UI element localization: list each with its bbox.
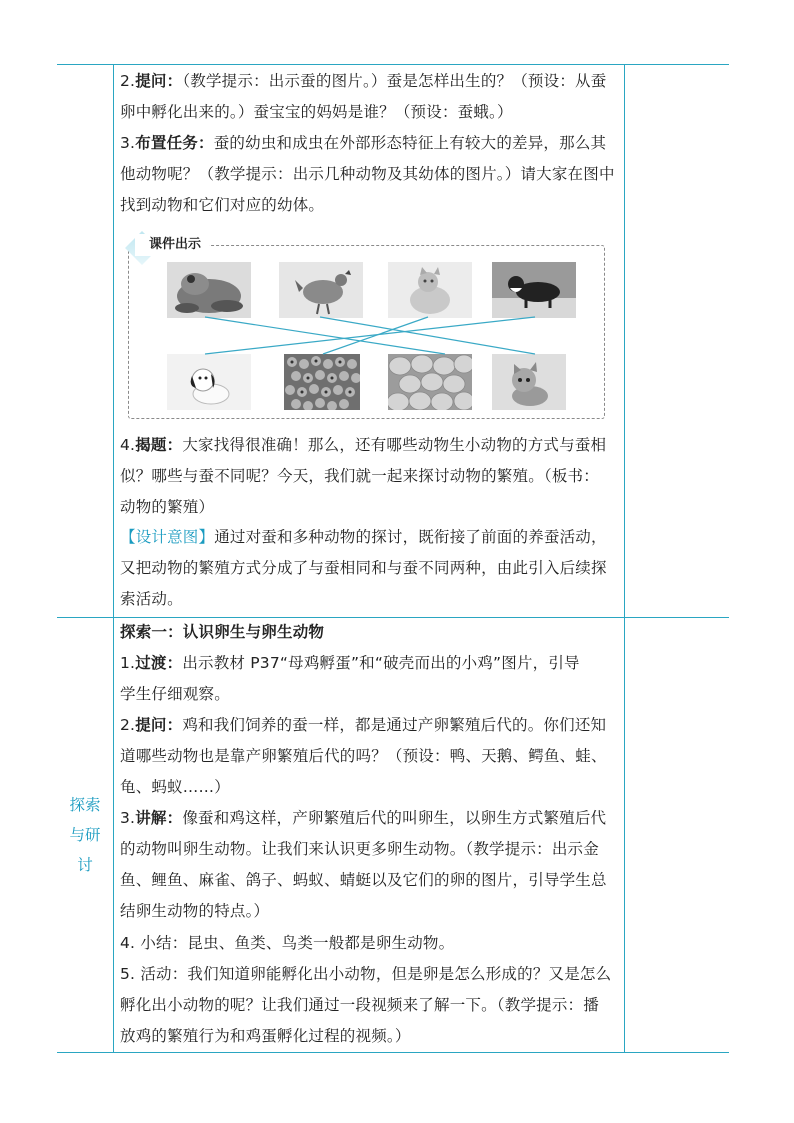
table-top-rule [57,64,729,65]
courseware-label: 课件出示 [135,234,209,256]
explore-ask-line1: 鸡和我们饲养的蚕一样，都是通过产卵繁殖后代的。你们还知 [182,716,607,734]
intro-task-line2: 他动物呢？（教学提示：出示几种动物及其幼体的图片。）请大家在图中 [120,165,615,183]
chicken-eggs-photo [388,354,472,410]
frog-photo [167,262,251,318]
cat-photo [388,262,472,318]
intro-reveal-line1: 大家找得很准确！那么，还有哪些动物生小动物的方式与蚕相 [182,436,607,454]
design-line2: 又把动物的繁殖方式分成了与蚕相同和与蚕不同两种，由此引入后续探 [120,559,607,577]
intro-ask-label: 提问： [135,72,183,90]
explore-transition-num: 1. [120,654,136,672]
intro-reveal-block [120,430,618,523]
explore-heading-text: 探索一：认识卵生与卵生动物 [120,623,325,641]
side-label-line2: 与研 [69,826,101,844]
design-line3: 索活动。 [120,590,183,608]
intro-reveal-line3: 动物的繁殖） [120,498,215,516]
kitten-photo [492,354,576,410]
design-intent-label: 【设计意图】 [120,528,215,546]
explore-activity-block [120,959,618,1052]
frog-eggs-photo [284,354,368,410]
explore-transition-block [120,648,618,710]
intro-reveal-line2: 似？哪些与蚕不同呢？今天，我们就一起来探讨动物的繁殖。（板书： [120,467,599,485]
intro-task-line3: 找到动物和它们对应的幼体。 [120,196,325,214]
intro-ask-num: 2. [120,72,136,90]
explore-explain-line4: 结卵生动物的特点。） [120,902,270,920]
explore-explain-line3: 鱼、鲤鱼、麻雀、鸽子、蚂蚁、蜻蜓以及它们的卵的图片，引导学生总 [120,871,607,889]
explore-activity-line1: 5. 活动：我们知道卵能孵化出小动物，但是卵是怎么形成的？又是怎么 [120,965,612,983]
explore-ask-line3: 龟、蚂蚁……） [120,778,230,796]
explore-ask-label: 提问： [135,716,183,734]
explore-transition-line2: 学生仔细观察。 [120,685,230,703]
explore-side-label [60,790,110,880]
explore-transition-label: 过渡： [135,654,183,672]
intro-task-line1: 蚕的幼虫和成虫在外部形态特征上有较大的差异，那么其 [213,134,607,152]
explore-explain-line2: 的动物叫卵生动物。让我们来认识更多卵生动物。（教学提示：出示金 [120,840,599,858]
intro-ask-block [120,66,618,128]
explore-explain-num: 3. [120,809,136,827]
explore-summary: 4. 小结：昆虫、鱼类、鸟类一般都是卵生动物。 [120,934,455,952]
intro-ask-line1: （教学提示：出示蚕的图片。）蚕是怎样出生的？（预设：从蚕 [182,72,607,90]
intro-task-num: 3. [120,134,136,152]
intro-ask-line2: 卵中孵化出来的。）蚕宝宝的妈妈是谁？（预设：蚕蛾。） [120,103,513,121]
intro-task-block [120,128,618,221]
intro-task-label: 布置任务： [135,134,214,152]
explore-heading [120,617,618,648]
intro-reveal-label: 揭题： [135,436,183,454]
explore-explain-label: 讲解： [135,809,183,827]
explore-explain-line1: 像蚕和鸡这样，产卵繁殖后代的叫卵生，以卵生方式繁殖后代 [182,809,607,827]
explore-ask-block [120,710,618,803]
table-col-divider-right [624,64,625,1053]
table-bottom-rule [57,1052,729,1053]
explore-activity-line3: 放鸡的繁殖行为和鸡蛋孵化过程的视频。） [120,1027,411,1045]
explore-ask-num: 2. [120,716,136,734]
design-line1: 通过对蚕和多种动物的探讨，既衔接了前面的养蚕活动， [214,528,607,546]
hen-photo [279,262,363,318]
explore-ask-line2: 道哪些动物也是靠产卵繁殖后代的吗？（预设：鸭、天鹅、鳄鱼、蛙、 [120,747,607,765]
side-label-line1: 探索 [69,796,101,814]
puppy-photo [167,354,251,410]
side-label-line3: 讨 [77,856,93,874]
explore-activity-line2: 孵化出小动物的呢？让我们通过一段视频来了解一下。（教学提示：播 [120,996,599,1014]
dog-photo [492,262,576,318]
explore-summary-block [120,928,618,959]
intro-design-block [120,522,618,615]
intro-reveal-num: 4. [120,436,136,454]
explore-transition-line1: 出示教材 P37“母鸡孵蛋”和“破壳而出的小鸡”图片，引导 [182,654,580,672]
table-col-divider-left [113,64,114,1053]
explore-explain-block [120,803,618,927]
